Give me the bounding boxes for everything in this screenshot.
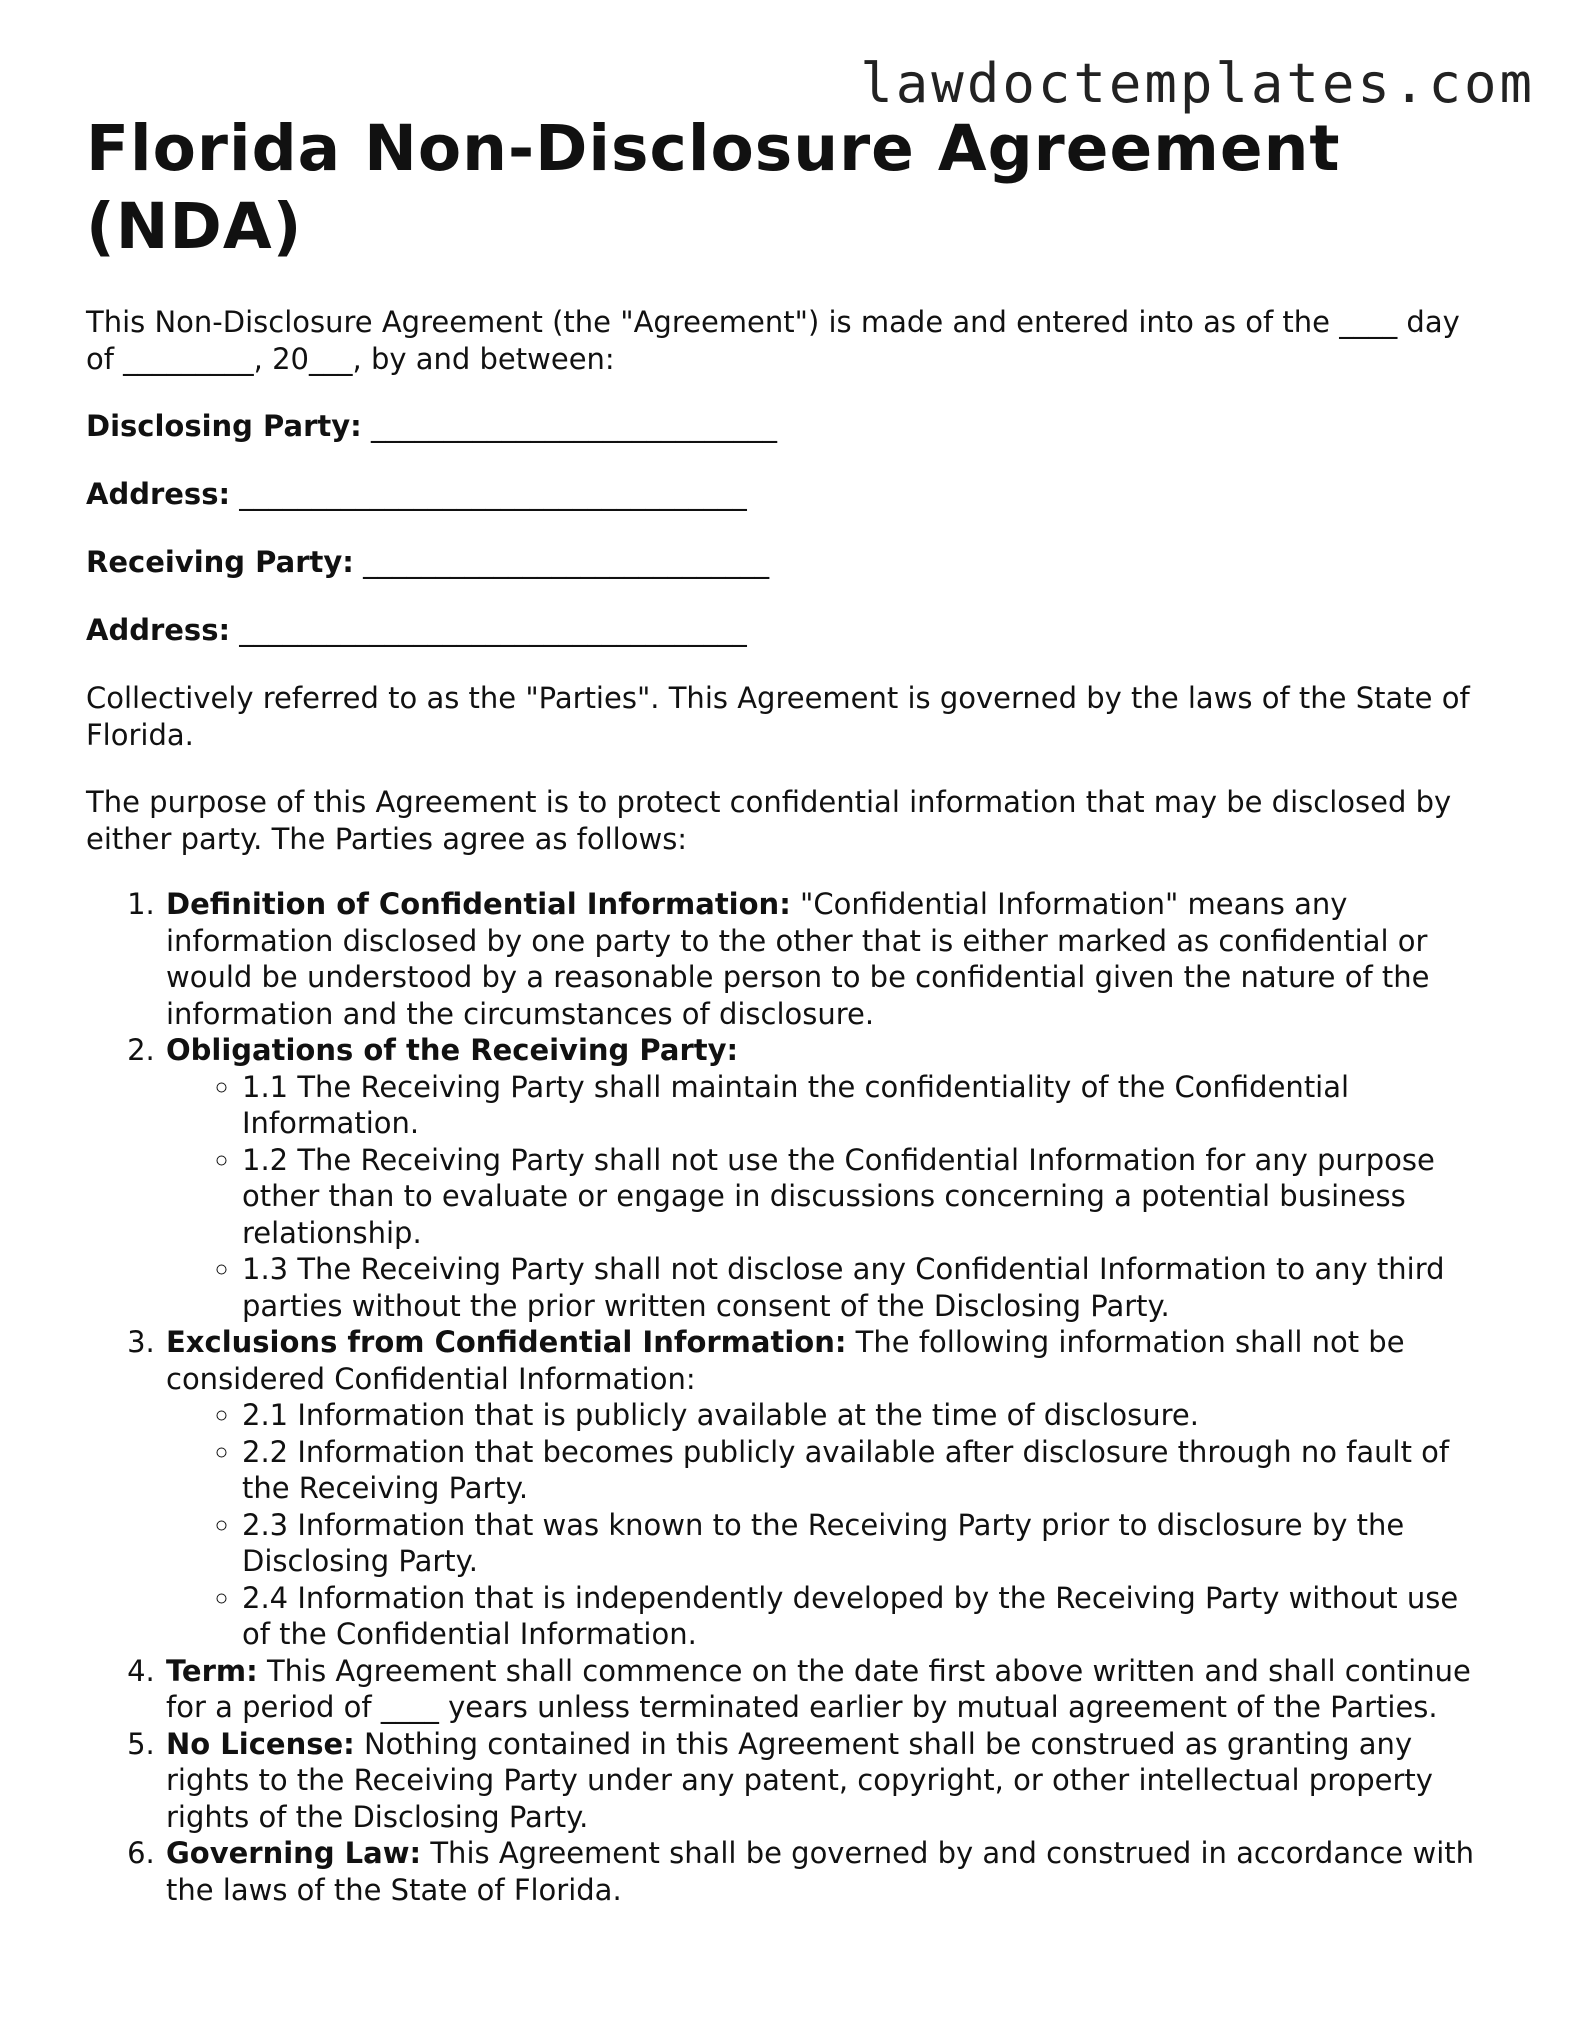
section-heading: Term: xyxy=(166,1653,258,1688)
section-heading: Obligations of the Receiving Party: xyxy=(166,1033,739,1067)
subitem: ◦ 2.1 Information that is publicly available at the time of disclosure. xyxy=(242,1397,1486,1434)
sections-list xyxy=(86,886,1486,1908)
subitem: ◦ 1.3 The Receiving Party shall not disclose any Confidential Information to any third parties without the prior written consent of the Disclosing Party. xyxy=(242,1251,1486,1324)
subitem: ◦ 1.2 The Receiving Party shall not use the Confidential Information for any purpose other than to evaluate or engage in discussions concerning a potential business relationship. xyxy=(242,1142,1486,1252)
disclosing-party-field xyxy=(86,408,1486,445)
section-heading: No License: xyxy=(166,1726,355,1761)
section-text: This Agreement shall be governed by and construed in accordance with the laws of the State of Florida. xyxy=(166,1836,1475,1907)
field-blank: ___________________________________ xyxy=(239,613,747,647)
site-watermark: lawdoctemplates.com xyxy=(860,52,1535,115)
subitem: ◦ 2.3 Information that was known to the Receiving Party prior to disclosure by the Disclosing Party. xyxy=(242,1507,1486,1580)
document-title: Florida Non-Disclosure Agreement (NDA) xyxy=(86,112,1341,263)
subitems-list xyxy=(166,1069,1486,1325)
section-item xyxy=(164,1726,1486,1836)
field-label: Disclosing Party: xyxy=(86,409,362,443)
section-text: Nothing contained in this Agreement shall be construed as granting any rights to the Receiving Party under any patent, copyright, or other intellectual property rights of the Disclosing Party. xyxy=(166,1726,1433,1834)
section-item xyxy=(164,1032,1486,1324)
section-text: This Agreement shall commence on the date first above written and shall continue for a period of ____ years unless terminated earlier by mutual agreement of the Parties. xyxy=(166,1653,1471,1724)
field-label: Address: xyxy=(86,613,231,647)
section-item xyxy=(164,886,1486,1032)
subitems-list xyxy=(166,1397,1486,1653)
section-heading: Exclusions from Confidential Information: xyxy=(166,1325,847,1359)
field-label: Address: xyxy=(86,477,231,511)
field-blank: ____________________________ xyxy=(370,409,777,443)
field-blank: ___________________________________ xyxy=(239,477,747,511)
field-label: Receiving Party: xyxy=(86,545,354,579)
document-body xyxy=(86,110,1486,1908)
intro-paragraph: This Non-Disclosure Agreement (the "Agreement") is made and entered into as of the ____ day of _________, 20___, by and between: xyxy=(86,305,1460,376)
disclosing-address-field xyxy=(86,476,1486,513)
receiving-party-field xyxy=(86,544,1486,581)
subitem: ◦ 2.4 Information that is independently developed by the Receiving Party without use of the Confidential Information. xyxy=(242,1580,1486,1653)
subitem: ◦ 2.2 Information that becomes publicly available after disclosure through no fault of the Receiving Party. xyxy=(242,1434,1486,1507)
section-item xyxy=(164,1653,1486,1726)
field-blank: ____________________________ xyxy=(363,545,770,579)
section-heading: Definition of Confidential Information: xyxy=(166,887,791,921)
section-item xyxy=(164,1324,1486,1653)
section-text: The following information shall not be considered Confidential Information: xyxy=(166,1325,1405,1396)
section-heading: Governing Law: xyxy=(166,1836,422,1870)
section-text: "Confidential Information" means any information disclosed by one party to the other that is either marked as confidential or would be understood by a reasonable person to be confidential given the nature of the information and the circumstances of disclosure. xyxy=(166,887,1430,1031)
section-item xyxy=(164,1835,1486,1908)
receiving-address-field xyxy=(86,612,1486,649)
collective-paragraph: Collectively referred to as the "Parties". This Agreement is governed by the laws of the State of Florida. xyxy=(86,681,1470,752)
subitem: ◦ 1.1 The Receiving Party shall maintain the confidentiality of the Confidential Information. xyxy=(242,1069,1486,1142)
purpose-paragraph: The purpose of this Agreement is to protect confidential information that may be disclosed by either party. The Parties agree as follows: xyxy=(86,785,1452,856)
